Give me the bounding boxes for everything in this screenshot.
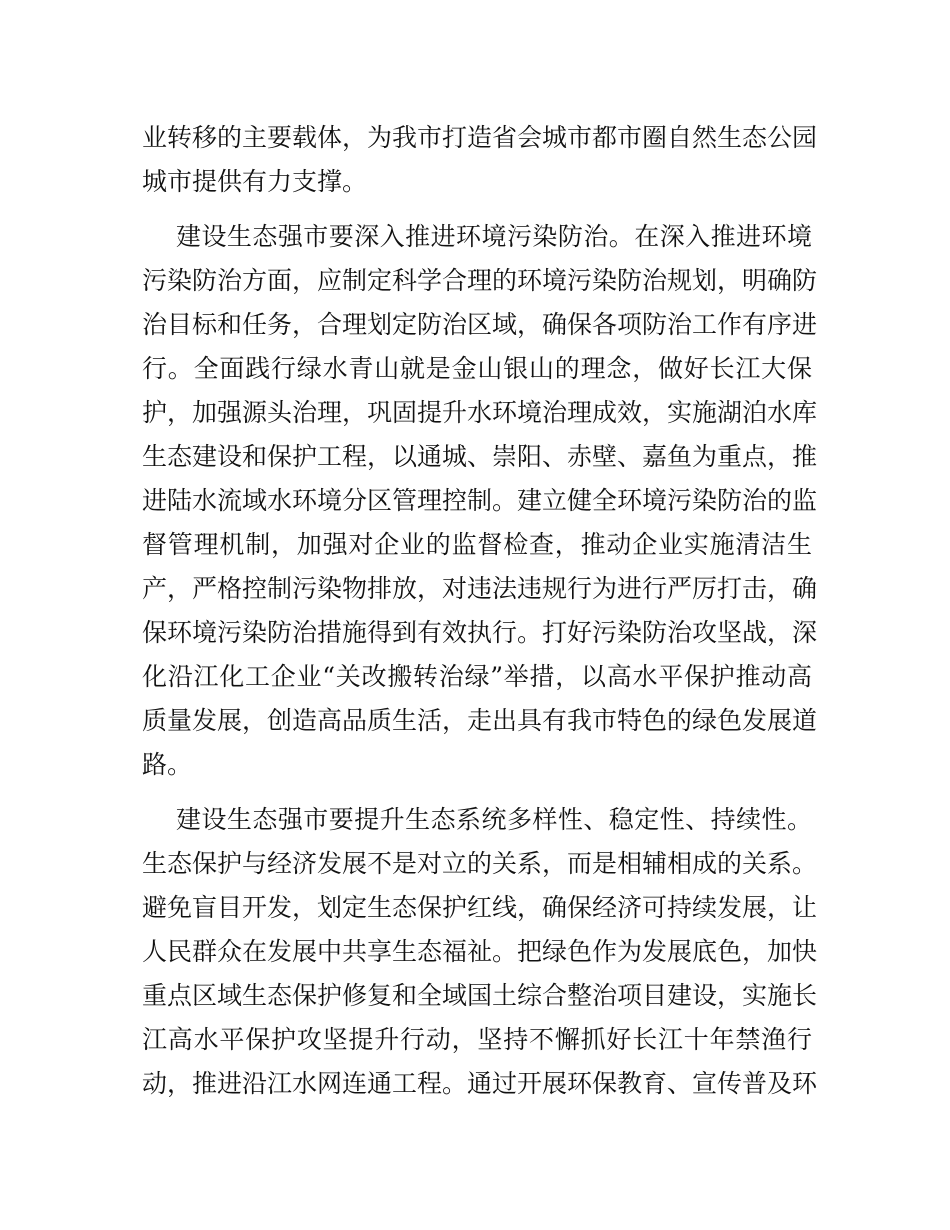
paragraph-2-line-8: 督管理机制，加强对企业的监督检查，推动企业实施清洁生 <box>142 530 812 559</box>
paragraph-2-line-6: 生态建设和保护工程，以通城、崇阳、赤壁、嘉鱼为重点，推 <box>142 442 818 471</box>
paragraph-1-line-2: 城市提供有力支撑。 <box>142 167 368 196</box>
paragraph-2-line-5: 护，加强源头治理，巩固提升水环境治理成效，实施湖泊水库 <box>142 398 818 427</box>
paragraph-2-line-1: 建设生态强市要深入推进环境污染防治。在深入推进环境 <box>176 222 812 251</box>
paragraph-3-line-1: 建设生态强市要提升生态系统多样性、稳定性、持续性。 <box>176 805 812 834</box>
paragraph-2-line-7: 进陆水流域水环境分区管理控制。建立健全环境污染防治的监 <box>142 486 818 515</box>
paragraph-2-line-13: 路。 <box>142 750 193 779</box>
paragraph-2-line-11: 化沿江化工企业“关改搬转治绿”举措，以高水平保护推动高 <box>142 662 812 691</box>
paragraph-3-line-6: 江高水平保护攻坚提升行动，坚持不懈抓好长江十年禁渔行 <box>142 1025 812 1054</box>
paragraph-2-line-9: 产，严格控制污染物排放，对违法违规行为进行严厉打击，确 <box>142 574 818 603</box>
paragraph-3-line-4: 人民群众在发展中共享生态福祉。把绿色作为发展底色，加快 <box>142 937 818 966</box>
paragraph-2-line-2: 污染防治方面，应制定科学合理的环境污染防治规划，明确防 <box>142 266 818 295</box>
paragraph-3-line-3: 避免盲目开发，划定生态保护红线，确保经济可持续发展，让 <box>142 893 818 922</box>
paragraph-3-line-2: 生态保护与经济发展不是对立的关系，而是相辅相成的关系。 <box>142 849 818 878</box>
paragraph-1-line-1: 业转移的主要载体，为我市打造省会城市都市圈自然生态公园 <box>142 123 818 152</box>
paragraph-3-line-5: 重点区域生态保护修复和全域国土综合整治项目建设，实施长 <box>142 981 818 1010</box>
paragraph-2-line-4: 行。全面践行绿水青山就是金山银山的理念，做好长江大保 <box>142 354 812 383</box>
paragraph-2-line-12: 质量发展，创造高品质生活，走出具有我市特色的绿色发展道 <box>142 706 818 735</box>
paragraph-2-line-3: 治目标和任务，合理划定防治区域，确保各项防治工作有序进 <box>142 310 818 339</box>
paragraph-3-line-7: 动，推进沿江水网连通工程。通过开展环保教育、宣传普及环 <box>142 1069 818 1098</box>
paragraph-2-line-10: 保环境污染防治措施得到有效执行。打好污染防治攻坚战，深 <box>142 618 818 647</box>
